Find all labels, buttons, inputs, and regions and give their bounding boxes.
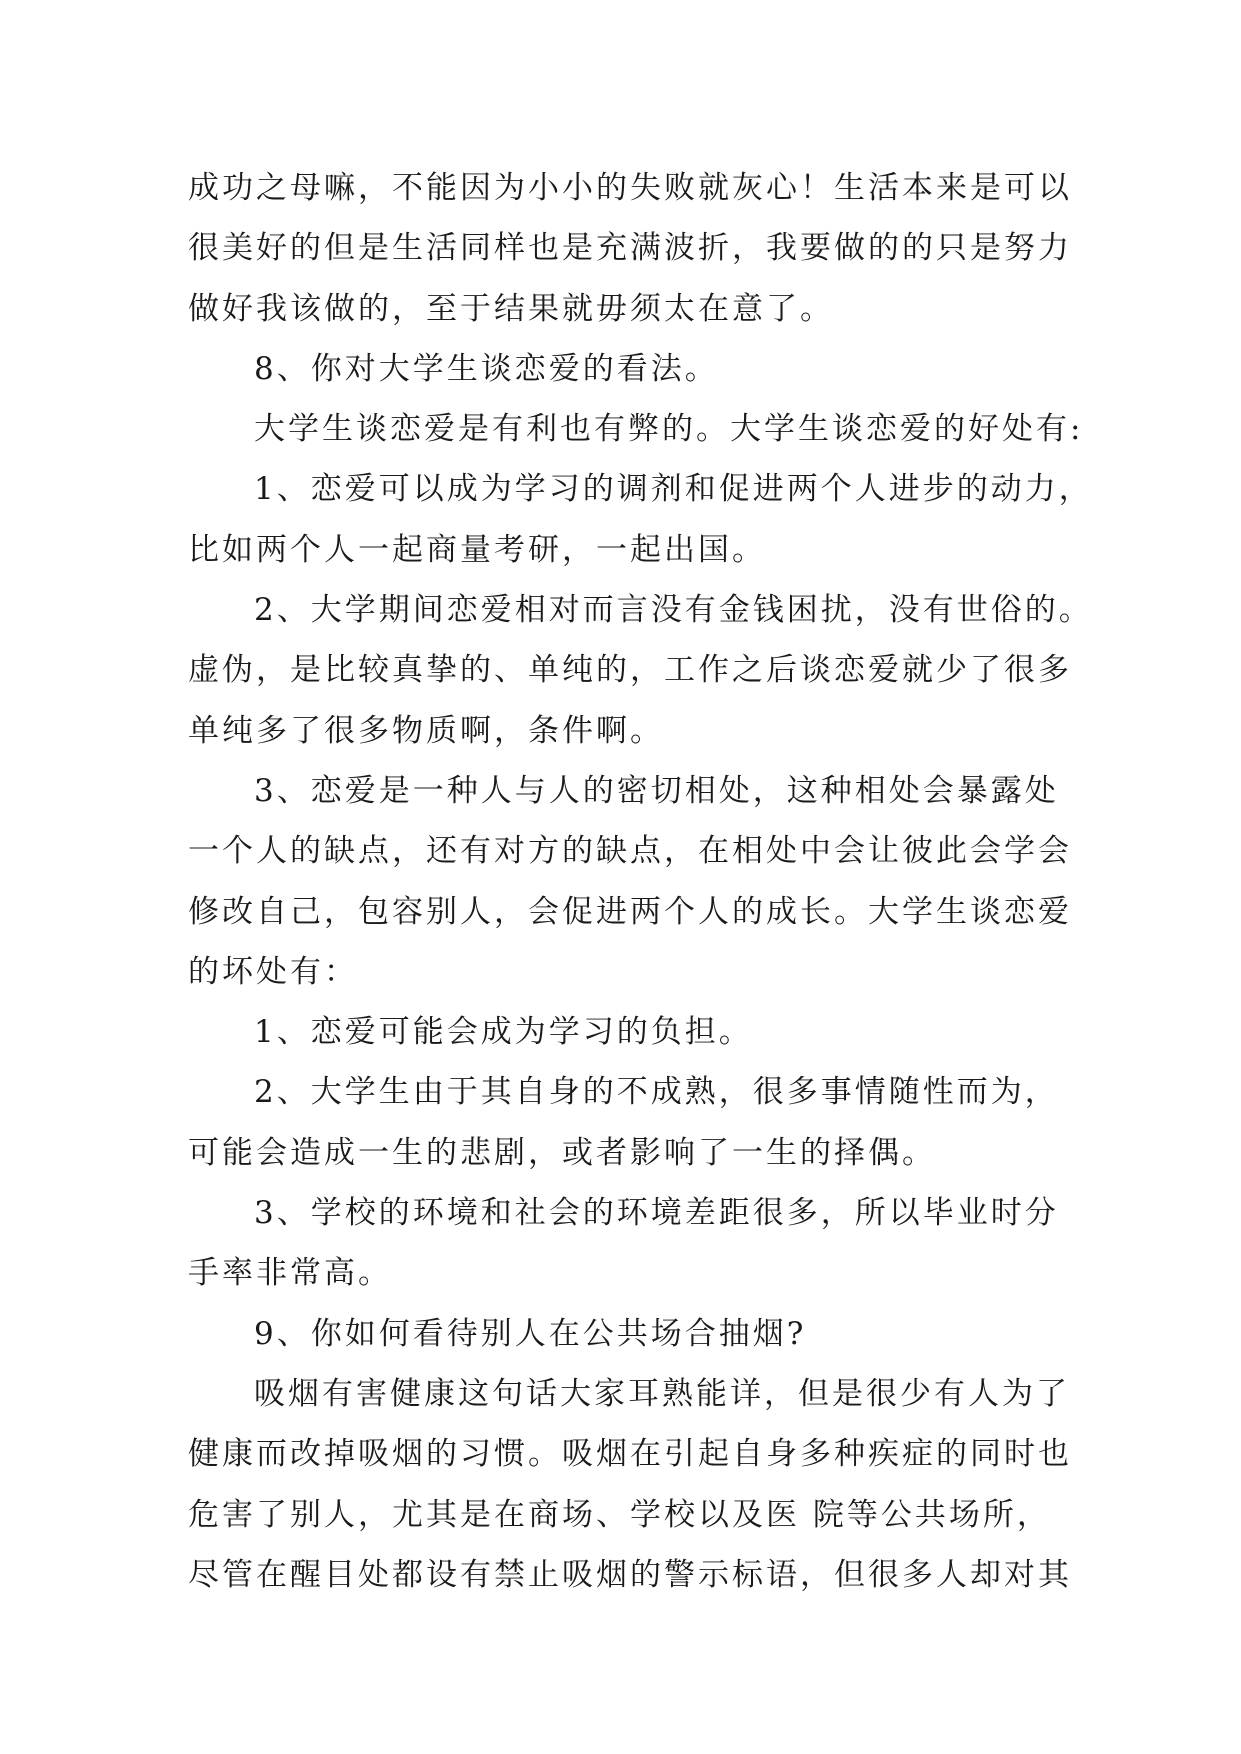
question-heading: 8、你对大学生谈恋爱的看法。 (254, 350, 719, 387)
document-body (188, 158, 1093, 1605)
text-line: 手率非常高。 (188, 1255, 392, 1292)
text-line: 的坏处有： (188, 953, 358, 990)
list-item: 3、恋爱是一种人与人的密切相处，这种相处会暴露处 (254, 772, 1059, 809)
text-line: 比如两个人一起商量考研，一起出国。 (188, 531, 766, 568)
text-line: 一个人的缺点，还有对方的缺点，在相处中会让彼此会学会 (188, 833, 1072, 870)
text-line: 单纯多了很多物质啊，条件啊。 (188, 712, 664, 749)
list-item: 1、恋爱可能会成为学习的负担。 (254, 1014, 753, 1051)
text-line: 尽管在醒目处都设有禁止吸烟的警示标语，但很多人却对其 (188, 1556, 1072, 1593)
list-item: 1、恋爱可以成为学习的调剂和促进两个人进步的动力， (254, 471, 1093, 508)
text-line: 很美好的但是生活同样也是充满波折，我要做的的只是努力 (188, 230, 1072, 267)
text-line: 成功之母嘛，不能因为小小的失败就灰心！生活本来是可以 (188, 170, 1072, 206)
list-item: 2、大学生由于其自身的不成熟，很多事情随性而为， (254, 1074, 1059, 1111)
text-line: 健康而改掉吸烟的习惯。吸烟在引起自身多种疾症的同时也 (188, 1436, 1072, 1473)
text-line: 大学生谈恋爱是有利也有弊的。大学生谈恋爱的好处有: (254, 411, 1084, 448)
question-heading: 9、你如何看待别人在公共场合抽烟? (254, 1315, 807, 1352)
text-line: 做好我该做的，至于结果就毋须太在意了。 (188, 290, 834, 327)
text-line: 危害了别人，尤其是在商场、学校以及医 院等公共场所， (188, 1496, 1051, 1533)
text-line: 修改自己，包容别人，会促进两个人的成长。大学生谈恋爱 (188, 893, 1072, 930)
list-item: 2、大学期间恋爱相对而言没有金钱困扰，没有世俗的。 (254, 592, 1093, 629)
list-item: 3、学校的环境和社会的环境差距很多，所以毕业时分 (254, 1195, 1059, 1232)
text-line: 吸烟有害健康这句话大家耳熟能详，但是很少有人为了 (254, 1375, 1070, 1412)
text-line: 虚伪，是比较真挚的、单纯的，工作之后谈恋爱就少了很多 (188, 652, 1072, 689)
text-line: 可能会造成一生的悲剧，或者影响了一生的择偶。 (188, 1134, 936, 1171)
